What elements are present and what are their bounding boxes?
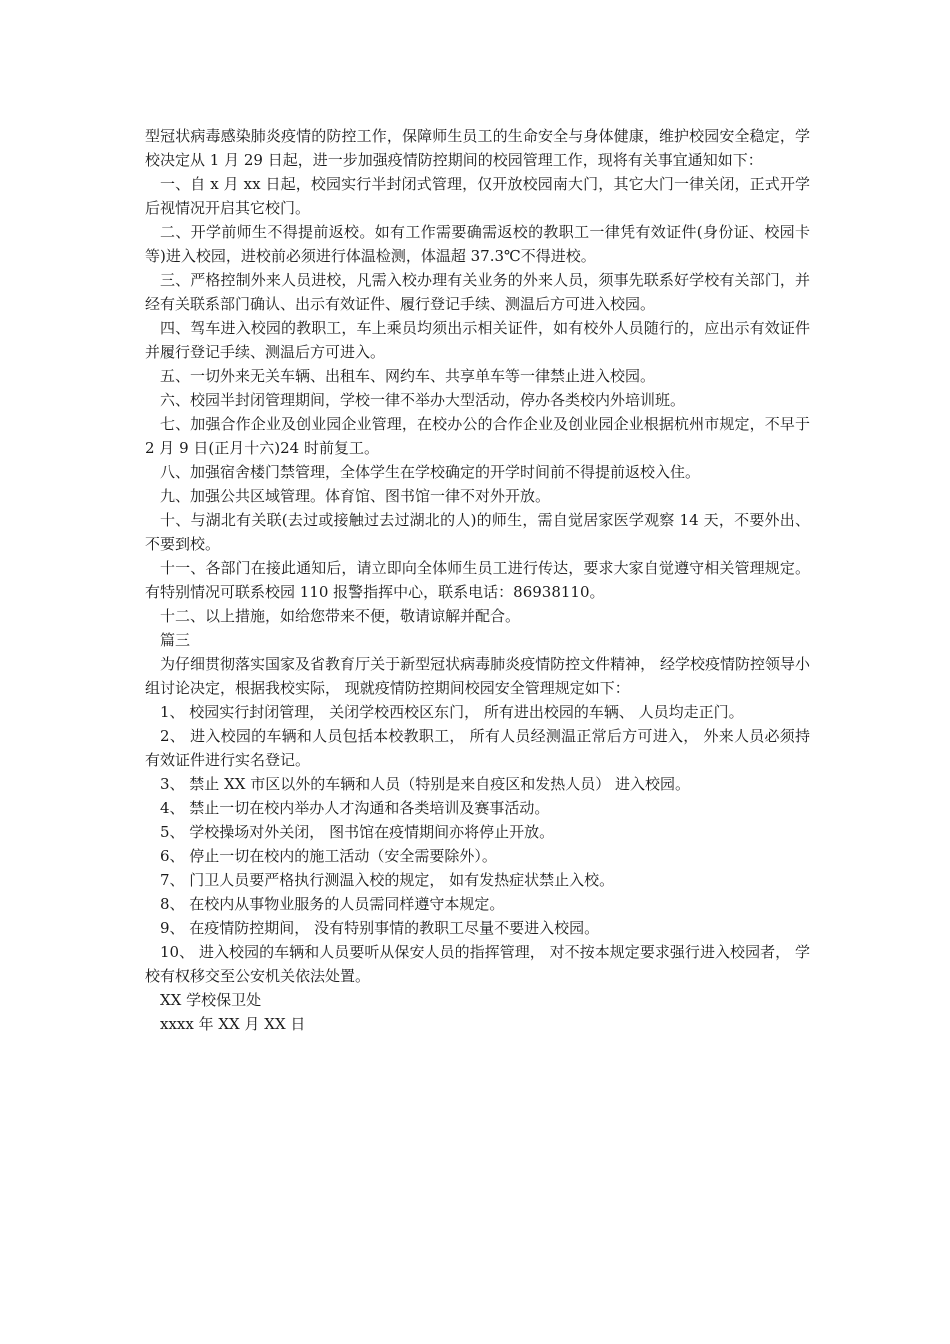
notice-item-6: 六、校园半封闭管理期间，学校一律不举办大型活动，停办各类校内外培训班。	[160, 391, 686, 409]
rule-item-7: 7、 门卫人员要严格执行测温入校的规定， 如有发热症状禁止入校。	[160, 871, 615, 889]
rule-item-9: 9、 在疫情防控期间， 没有特别事情的教职工尽量不要进入校园。	[160, 919, 600, 937]
signature: XX 学校保卫处	[160, 991, 262, 1009]
date-line: xxxx 年 XX 月 XX 日	[160, 1015, 306, 1033]
section-intro: 为仔细贯彻落实国家及省教育厅关于新型冠状病毒肺炎疫情防控文件精神， 经学校疫情防控领导小组讨论决定，根据我校实际， 现就疫情防控期间校园安全管理规定如下：	[145, 655, 810, 697]
rule-item-1: 1、 校园实行封闭管理， 关闭学校西校区东门， 所有进出校园的车辆、 人员均走正门。	[160, 703, 744, 721]
notice-item-2: 二、开学前师生不得提前返校。如有工作需要确需返校的教职工一律凭有效证件(身份证、校园卡等)进入校园，进校前必须进行体温检测，体温超 37.3℃不得进校。	[145, 223, 810, 265]
intro-paragraph: 型冠状病毒感染肺炎疫情的防控工作，保障师生员工的生命安全与身体健康，维护校园安全稳定，学校决定从 1 月 29 日起，进一步加强疫情防控期间的校园管理工作，现将有关事宜通知如下：	[145, 127, 810, 169]
document-page	[145, 124, 810, 1036]
notice-item-9: 九、加强公共区域管理。体育馆、图书馆一律不对外开放。	[160, 487, 551, 505]
notice-item-7: 七、加强合作企业及创业园企业管理，在校办公的合作企业及创业园企业根据杭州市规定，不早于 2 月 9 日(正月十六)24 时前复工。	[145, 415, 810, 457]
notice-item-11: 十一、各部门在接此通知后，请立即向全体师生员工进行传达，要求大家自觉遵守相关管理规定。有特别情况可联系校园 110 报警指挥中心，联系电话：86938110。	[145, 559, 810, 601]
rule-item-8: 8、 在校内从事物业服务的人员需同样遵守本规定。	[160, 895, 505, 913]
rule-item-10: 10、 进入校园的车辆和人员要听从保安人员的指挥管理， 对不按本规定要求强行进入校园者， 学校有权移交至公安机关依法处置。	[145, 943, 810, 985]
notice-item-1: 一、自 x 月 xx 日起，校园实行半封闭式管理，仅开放校园南大门，其它大门一律关闭，正式开学后视情况开启其它校门。	[145, 175, 810, 217]
section-title: 篇三	[160, 631, 191, 649]
notice-item-3: 三、严格控制外来人员进校，凡需入校办理有关业务的外来人员，须事先联系好学校有关部门，并经有关联系部门确认、出示有效证件、履行登记手续、测温后方可进入校园。	[145, 271, 810, 313]
notice-item-4: 四、驾车进入校园的教职工，车上乘员均须出示相关证件，如有校外人员随行的，应出示有效证件并履行登记手续、测温后方可进入。	[145, 319, 810, 361]
rule-item-4: 4、 禁止一切在校内举办人才沟通和各类培训及赛事活动。	[160, 799, 550, 817]
notice-item-12: 十二、以上措施，如给您带来不便，敬请谅解并配合。	[160, 607, 521, 625]
rule-item-6: 6、 停止一切在校内的施工活动（安全需要除外）。	[160, 847, 497, 865]
notice-item-5: 五、一切外来无关车辆、出租车、网约车、共享单车等一律禁止进入校园。	[160, 367, 656, 385]
rule-item-2: 2、 进入校园的车辆和人员包括本校教职工， 所有人员经测温正常后方可进入， 外来人员必须持有效证件进行实名登记。	[145, 727, 810, 769]
notice-item-10: 十、与湖北有关联(去过或接触过去过湖北的人)的师生，需自觉居家医学观察 14 天，不要外出、不要到校。	[145, 511, 810, 553]
notice-item-8: 八、加强宿舍楼门禁管理，全体学生在学校确定的开学时间前不得提前返校入住。	[160, 463, 701, 481]
rule-item-5: 5、 学校操场对外关闭， 图书馆在疫情期间亦将停止开放。	[160, 823, 555, 841]
rule-item-3: 3、 禁止 XX 市区以外的车辆和人员（特别是来自疫区和发热人员） 进入校园。	[160, 775, 690, 793]
